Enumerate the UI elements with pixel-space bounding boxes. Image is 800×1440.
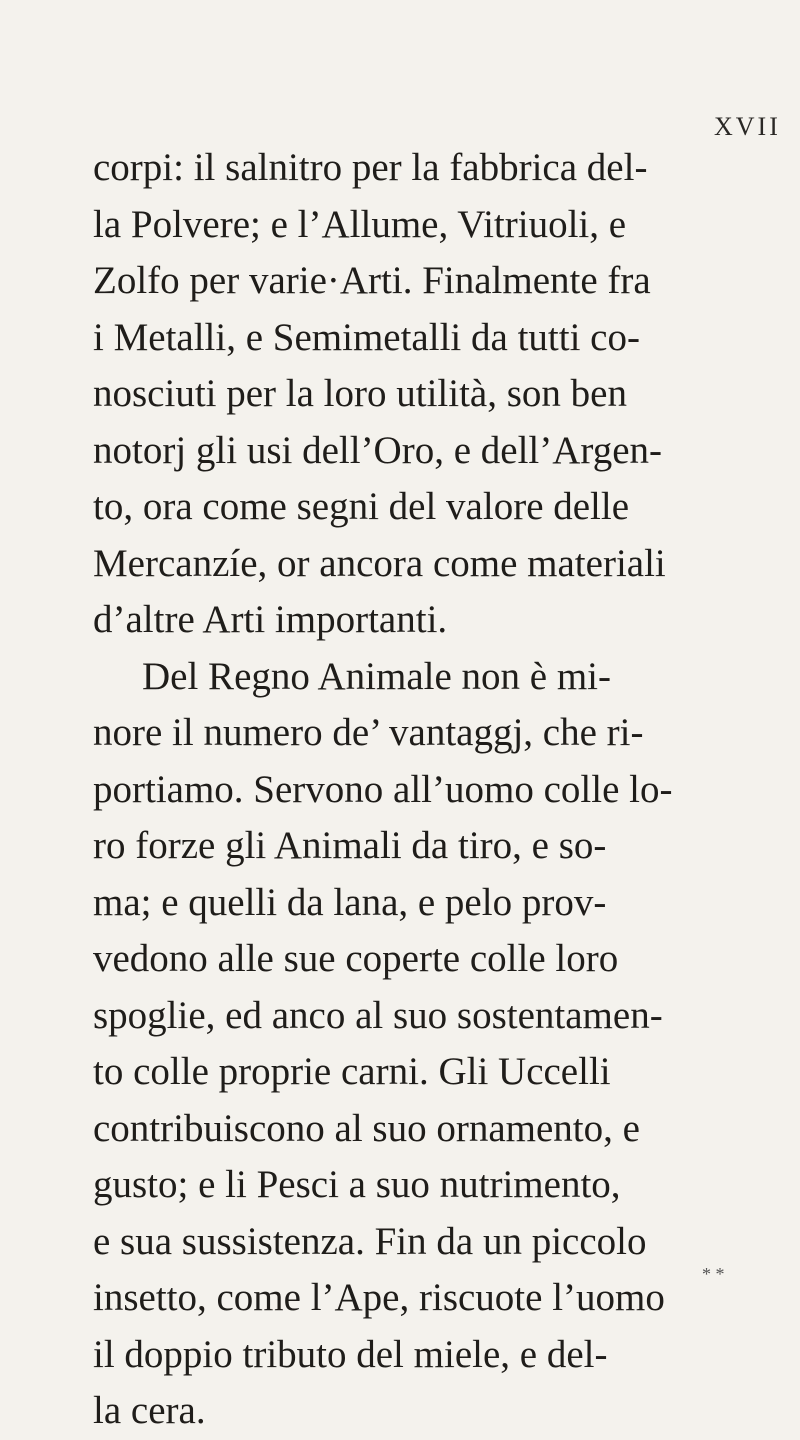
text-line: spoglie, ed anco al suo sostentamen- — [93, 993, 663, 1037]
text-line: to colle proprie carni. Gli Uccelli — [93, 1050, 611, 1093]
page-number: XVII — [714, 112, 781, 141]
text-line: portiamo. Servono all’uomo colle lo- — [93, 767, 673, 811]
text-line: to, ora come segni del valore delle — [93, 485, 630, 528]
text-line: gusto; e li Pesci a suo nutrimento, — [93, 1163, 621, 1206]
text-line: Del Regno Animale non è mi- — [142, 654, 611, 698]
text-line: Zolfo per varie·Arti. Finalmente fra — [93, 259, 651, 302]
text-line: i Metalli, e Semimetalli da tutti co- — [93, 315, 640, 359]
text-line: notorj gli usi dell’Oro, e dell’Argen- — [93, 428, 662, 472]
text-line: il doppio tributo del miele, e del- — [93, 1332, 608, 1376]
text-line: contribuiscono al suo ornamento, e — [93, 1106, 640, 1150]
text-line: insetto, come l’Ape, riscuote l’uomo — [93, 1276, 665, 1319]
text-line: e sua sussistenza. Fin da un piccolo — [93, 1219, 647, 1263]
body-text — [93, 140, 733, 1440]
text-line: nore il numero de’ vantaggj, che ri- — [93, 711, 644, 754]
text-line: nosciuti per la loro utilità, son ben — [93, 372, 627, 415]
text-line: vedono alle sue coperte colle loro — [93, 937, 619, 980]
text-line: corpi: il salnitro per la fabbrica del- — [93, 146, 648, 189]
text-line: ro forze gli Animali da tiro, e so- — [93, 824, 607, 867]
text-line: la Polvere; e l’Allume, Vitriuoli, e — [93, 202, 627, 246]
text-line: la cera. — [93, 1389, 206, 1432]
text-line: Mercanzíe, or ancora come materiali — [93, 541, 666, 585]
catchword: * * — [702, 1264, 725, 1284]
text-line: d’altre Arti importanti. — [93, 598, 448, 641]
text-line: ma; e quelli da lana, e pelo prov- — [93, 880, 607, 924]
